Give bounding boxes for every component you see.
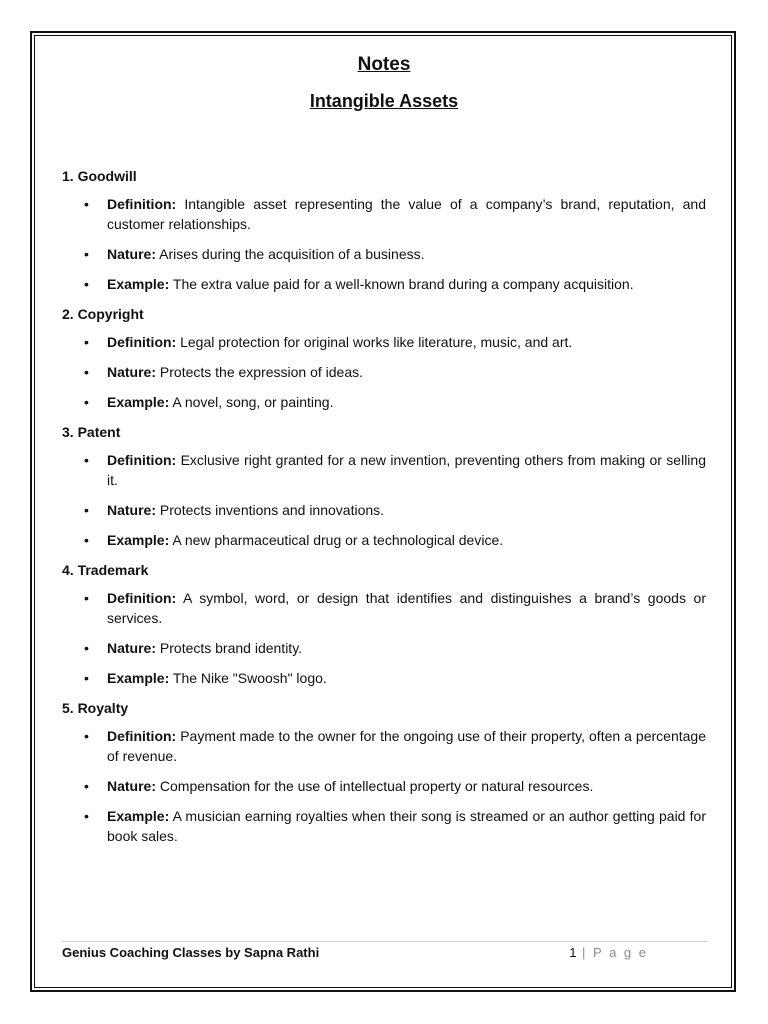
item-term: Nature: <box>107 778 157 794</box>
item-term: Example: <box>107 670 170 686</box>
bullet-icon: • <box>84 670 89 686</box>
item-list <box>62 194 706 294</box>
list-item <box>62 726 706 766</box>
item-term: Nature: <box>107 364 157 380</box>
section-patent <box>62 422 706 550</box>
item-text: Compensation for the use of intellectual property or natural resources. <box>156 778 594 794</box>
page-subtitle: Intangible Assets <box>309 91 459 111</box>
section-goodwill <box>62 166 706 294</box>
item-text: A symbol, word, or design that identifies and distinguishes a brand’s goods or services. <box>107 590 706 626</box>
section-heading: 1. Goodwill <box>62 168 137 184</box>
item-text: Protects inventions and innovations. <box>156 502 385 518</box>
list-item <box>62 776 706 796</box>
item-text: Payment made to the owner for the ongoing use of their property, often a percentage of revenue. <box>107 728 706 764</box>
item-list <box>62 450 706 550</box>
page-footer <box>62 941 708 965</box>
section-heading: 3. Patent <box>62 424 121 440</box>
item-term: Definition: <box>107 590 177 606</box>
bullet-icon: • <box>84 778 89 794</box>
section-heading: 4. Trademark <box>62 562 149 578</box>
list-item <box>62 530 706 550</box>
page-separator: | <box>576 945 594 960</box>
list-item <box>62 362 706 382</box>
footer-brand: Genius Coaching Classes by Sapna Rathi <box>62 945 320 960</box>
list-item <box>62 244 706 264</box>
list-item <box>62 274 706 294</box>
page-word: P a g e <box>593 945 648 960</box>
page-title: Notes <box>357 54 411 75</box>
item-term: Example: <box>107 394 170 410</box>
item-term: Nature: <box>107 246 157 262</box>
page-number-label <box>569 945 648 960</box>
sections-container <box>62 166 706 846</box>
list-item <box>62 638 706 658</box>
item-text: Legal protection for original works like literature, music, and art. <box>176 334 573 350</box>
section-trademark <box>62 560 706 688</box>
list-item <box>62 194 706 234</box>
section-heading: 5. Royalty <box>62 700 129 716</box>
item-text: A musician earning royalties when their song is streamed or an author getting paid for book sales. <box>107 808 706 844</box>
section-heading: 2. Copyright <box>62 306 144 322</box>
bullet-icon: • <box>84 808 89 824</box>
bullet-icon: • <box>84 246 89 262</box>
item-term: Definition: <box>107 728 177 744</box>
item-text: Intangible asset representing the value of a company’s brand, reputation, and customer relationships. <box>107 196 706 232</box>
list-item <box>62 332 706 352</box>
bullet-icon: • <box>84 502 89 518</box>
item-term: Example: <box>107 808 170 824</box>
bullet-icon: • <box>84 728 89 744</box>
item-text: Arises during the acquisition of a business. <box>156 246 425 262</box>
list-item <box>62 668 706 688</box>
list-item <box>62 500 706 520</box>
item-list <box>62 726 706 846</box>
bullet-icon: • <box>84 590 89 606</box>
item-text: The Nike "Swoosh" logo. <box>169 670 327 686</box>
item-term: Nature: <box>107 502 157 518</box>
item-term: Example: <box>107 276 170 292</box>
item-term: Nature: <box>107 640 157 656</box>
bullet-icon: • <box>84 452 89 468</box>
bullet-icon: • <box>84 532 89 548</box>
item-term: Definition: <box>107 196 177 212</box>
list-item <box>62 806 706 846</box>
item-list <box>62 588 706 688</box>
section-copyright <box>62 304 706 412</box>
item-text: A new pharmaceutical drug or a technological device. <box>169 532 504 548</box>
item-text: Exclusive right granted for a new invention, preventing others from making or selling it. <box>107 452 706 488</box>
document-content <box>62 50 706 856</box>
item-text: Protects the expression of ideas. <box>156 364 364 380</box>
item-text: A novel, song, or painting. <box>169 394 334 410</box>
item-text: Protects brand identity. <box>156 640 303 656</box>
bullet-icon: • <box>84 394 89 410</box>
list-item <box>62 588 706 628</box>
item-term: Definition: <box>107 334 177 350</box>
bullet-icon: • <box>84 196 89 212</box>
item-term: Definition: <box>107 452 177 468</box>
item-list <box>62 332 706 412</box>
item-term: Example: <box>107 532 170 548</box>
page-number: 1 <box>569 945 577 960</box>
section-royalty <box>62 698 706 846</box>
item-text: The extra value paid for a well-known brand during a company acquisition. <box>169 276 634 292</box>
bullet-icon: • <box>84 334 89 350</box>
list-item <box>62 450 706 490</box>
bullet-icon: • <box>84 640 89 656</box>
list-item <box>62 392 706 412</box>
bullet-icon: • <box>84 276 89 292</box>
bullet-icon: • <box>84 364 89 380</box>
